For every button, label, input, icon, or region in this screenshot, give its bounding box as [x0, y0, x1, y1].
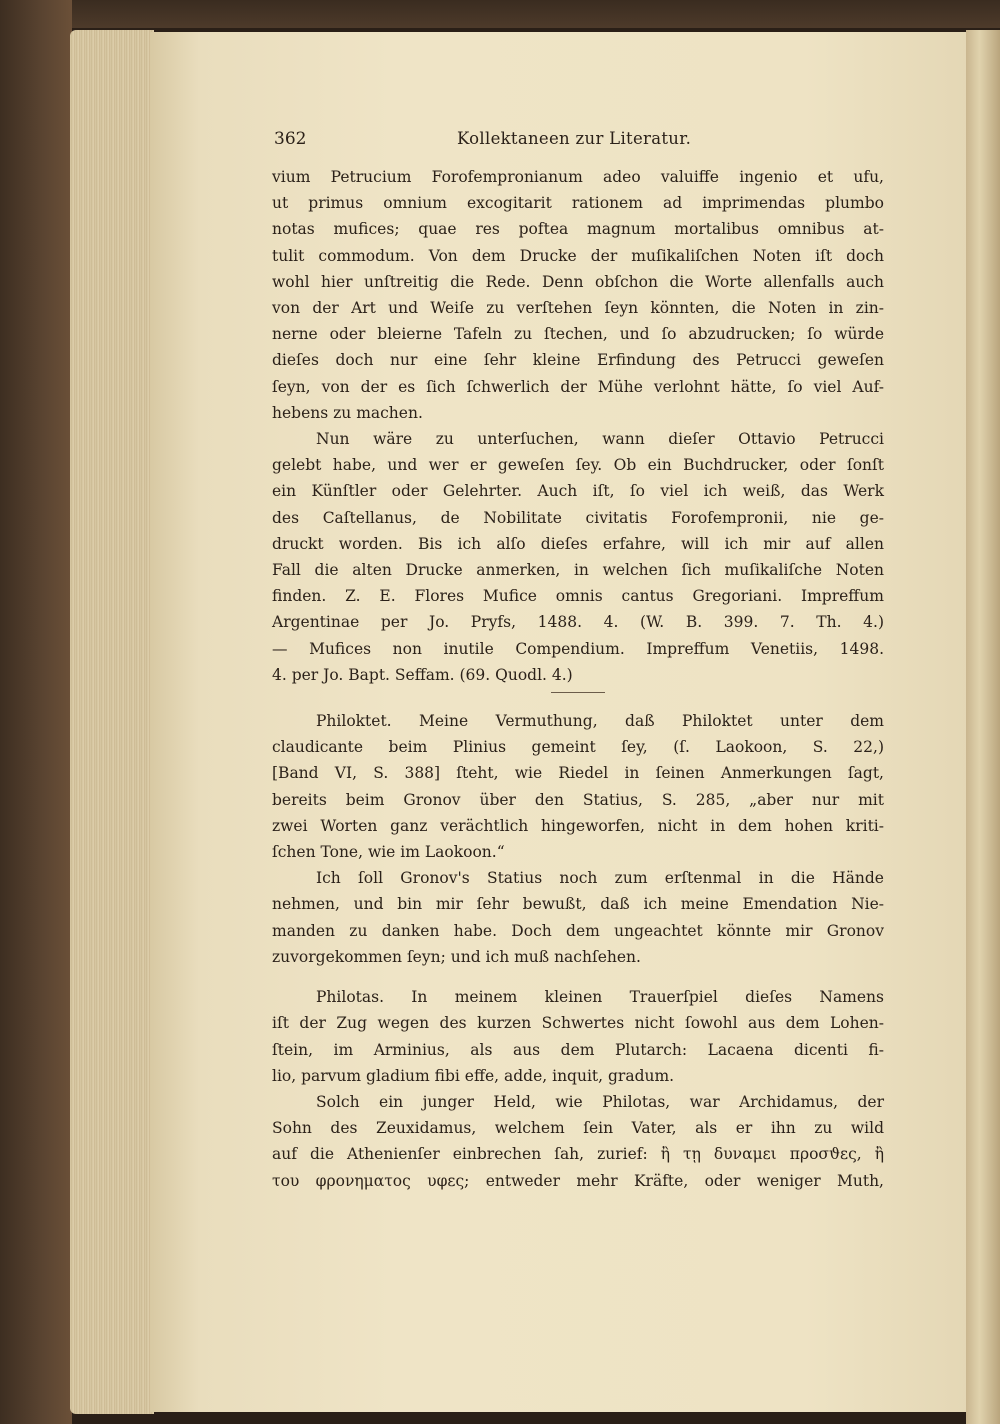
text-line: — Mufices non inutile Compendium. Impreffum Venetiis, 1498.	[272, 639, 884, 658]
book-cover-top	[0, 0, 1000, 28]
text-line: von der Art und Weiſe zu verſtehen ſeyn könnten, die Noten in zin-	[272, 299, 884, 318]
text-line: Ich ſoll Gronov's Statius noch zum erſtenmal in die Hände	[316, 869, 884, 888]
text-line: manden zu danken habe. Doch dem ungeachtet könnte mir Gronov	[272, 921, 884, 940]
paragraph-gronov	[272, 865, 884, 970]
text-line: nehmen, und bin mir ſehr bewußt, daß ich meine Emendation Nie-	[272, 895, 884, 914]
text-line: Sohn des Zeuxidamus, welchem ſein Vater, als er ihn zu wild	[272, 1119, 884, 1138]
paragraph-petrucci-inquiry	[272, 426, 884, 688]
text-line: iſt der Zug wegen des kurzen Schwertes nicht ſowohl aus dem Lohen-	[272, 1014, 884, 1033]
book-cover-spine	[0, 0, 72, 1424]
text-line: ein Künſtler oder Gelehrter. Auch iſt, ſo viel ich weiß, das Werk	[272, 482, 884, 501]
text-line: claudicante beim Plinius gemeint ſey, (ſ. Laokoon, S. 22,)	[272, 738, 884, 757]
text-line: Solch ein junger Held, wie Philotas, war Archidamus, der	[316, 1092, 884, 1111]
text-line: wohl hier unſtreitig die Rede. Denn obſchon die Worte allenfalls auch	[272, 272, 884, 291]
text-line: notas mufices; quae res poftea magnum mortalibus omnibus at-	[272, 220, 884, 239]
section-divider	[272, 692, 884, 702]
page-text	[272, 126, 884, 1194]
text-line: des Caſtellanus, de Nobilitate civitatis Forofempronii, nie ge-	[272, 508, 884, 527]
text-line: ut primus omnium excogitarit rationem ad imprimendas plumbo	[272, 194, 884, 213]
facing-page-edge	[966, 30, 1000, 1424]
text-line: gelebt habe, und wer er geweſen ſey. Ob ein Buchdrucker, oder ſonſt	[272, 456, 884, 475]
text-line: Argentinae per Jo. Pryfs, 1488. 4. (W. B. 399. 7. Th. 4.)	[272, 613, 884, 632]
text-line: auf die Athenienſer einbrechen ſah, zurief: ἢ τῃ δυναμει προσϑες, ἢ	[272, 1145, 884, 1164]
text-line: hebens zu machen.	[272, 403, 423, 422]
text-line: bereits beim Gronov über den Statius, S. 285, „aber nur mit	[272, 790, 884, 809]
text-line: [Band VI, S. 388] ſteht, wie Riedel in ſeinen Anmerkungen ſagt,	[272, 764, 884, 783]
text-line: tulit commodum. Von dem Drucke der muſikaliſchen Noten iſt doch	[272, 246, 884, 265]
paragraph-philoktet	[272, 708, 884, 865]
paragraph-archidamus	[272, 1089, 884, 1194]
text-line: ſchen Tone, wie im Laokoon.“	[272, 843, 505, 862]
text-line: Nun wäre zu unterſuchen, wann dieſer Ottavio Petrucci	[316, 430, 884, 449]
section-gap	[272, 970, 884, 984]
text-line: Philotas. In meinem kleinen Trauerſpiel dieſes Namens	[316, 988, 884, 1007]
running-head: Kollektaneen zur Literatur.	[457, 129, 692, 148]
text-line: zwei Worten ganz verächtlich hingeworfen, nicht in dem hohen kriti-	[272, 816, 884, 835]
text-line: του φρονηματος υφες; entweder mehr Kräfte, oder weniger Muth,	[272, 1171, 884, 1190]
text-line: dieſes doch nur eine ſehr kleine Erfindung des Petrucci geweſen	[272, 351, 884, 370]
text-line: ſeyn, von der es ſich ſchwerlich der Mühe verlohnt hätte, ſo viel Auf-	[272, 377, 884, 396]
text-line: druckt worden. Bis ich alſo dieſes erfahre, will ich mir auf allen	[272, 534, 884, 553]
text-line: nerne oder bleierne Tafeln zu ſtechen, und ſo abzudrucken; ſo würde	[272, 325, 884, 344]
page-header	[272, 126, 884, 164]
paragraph-petrucci-quote	[272, 164, 884, 426]
text-line: finden. Z. E. Flores Mufice omnis cantus Gregoriani. Impreffum	[272, 587, 884, 606]
text-line: zuvorgekommen ſeyn; und ich muß nachſehen.	[272, 947, 641, 966]
text-line: vium Petrucium Forofempronianum adeo valuiffe ingenio et ufu,	[272, 168, 884, 186]
page-edges	[70, 30, 154, 1414]
text-line: 4. per Jo. Bapt. Seffam. (69. Quodl. 4.)	[272, 665, 573, 684]
text-line: Philoktet. Meine Vermuthung, daß Philoktet unter dem	[316, 712, 884, 731]
text-line: Fall die alten Drucke anmerken, in welchen ſich muſikaliſche Noten	[272, 561, 884, 580]
page-number: 362	[274, 129, 307, 149]
text-line: lio, parvum gladium fibi effe, adde, inquit, gradum.	[272, 1066, 675, 1085]
paragraph-philotas	[272, 984, 884, 1089]
text-line: ſtein, im Arminius, als aus dem Plutarch: Lacaena dicenti fi-	[272, 1040, 884, 1059]
